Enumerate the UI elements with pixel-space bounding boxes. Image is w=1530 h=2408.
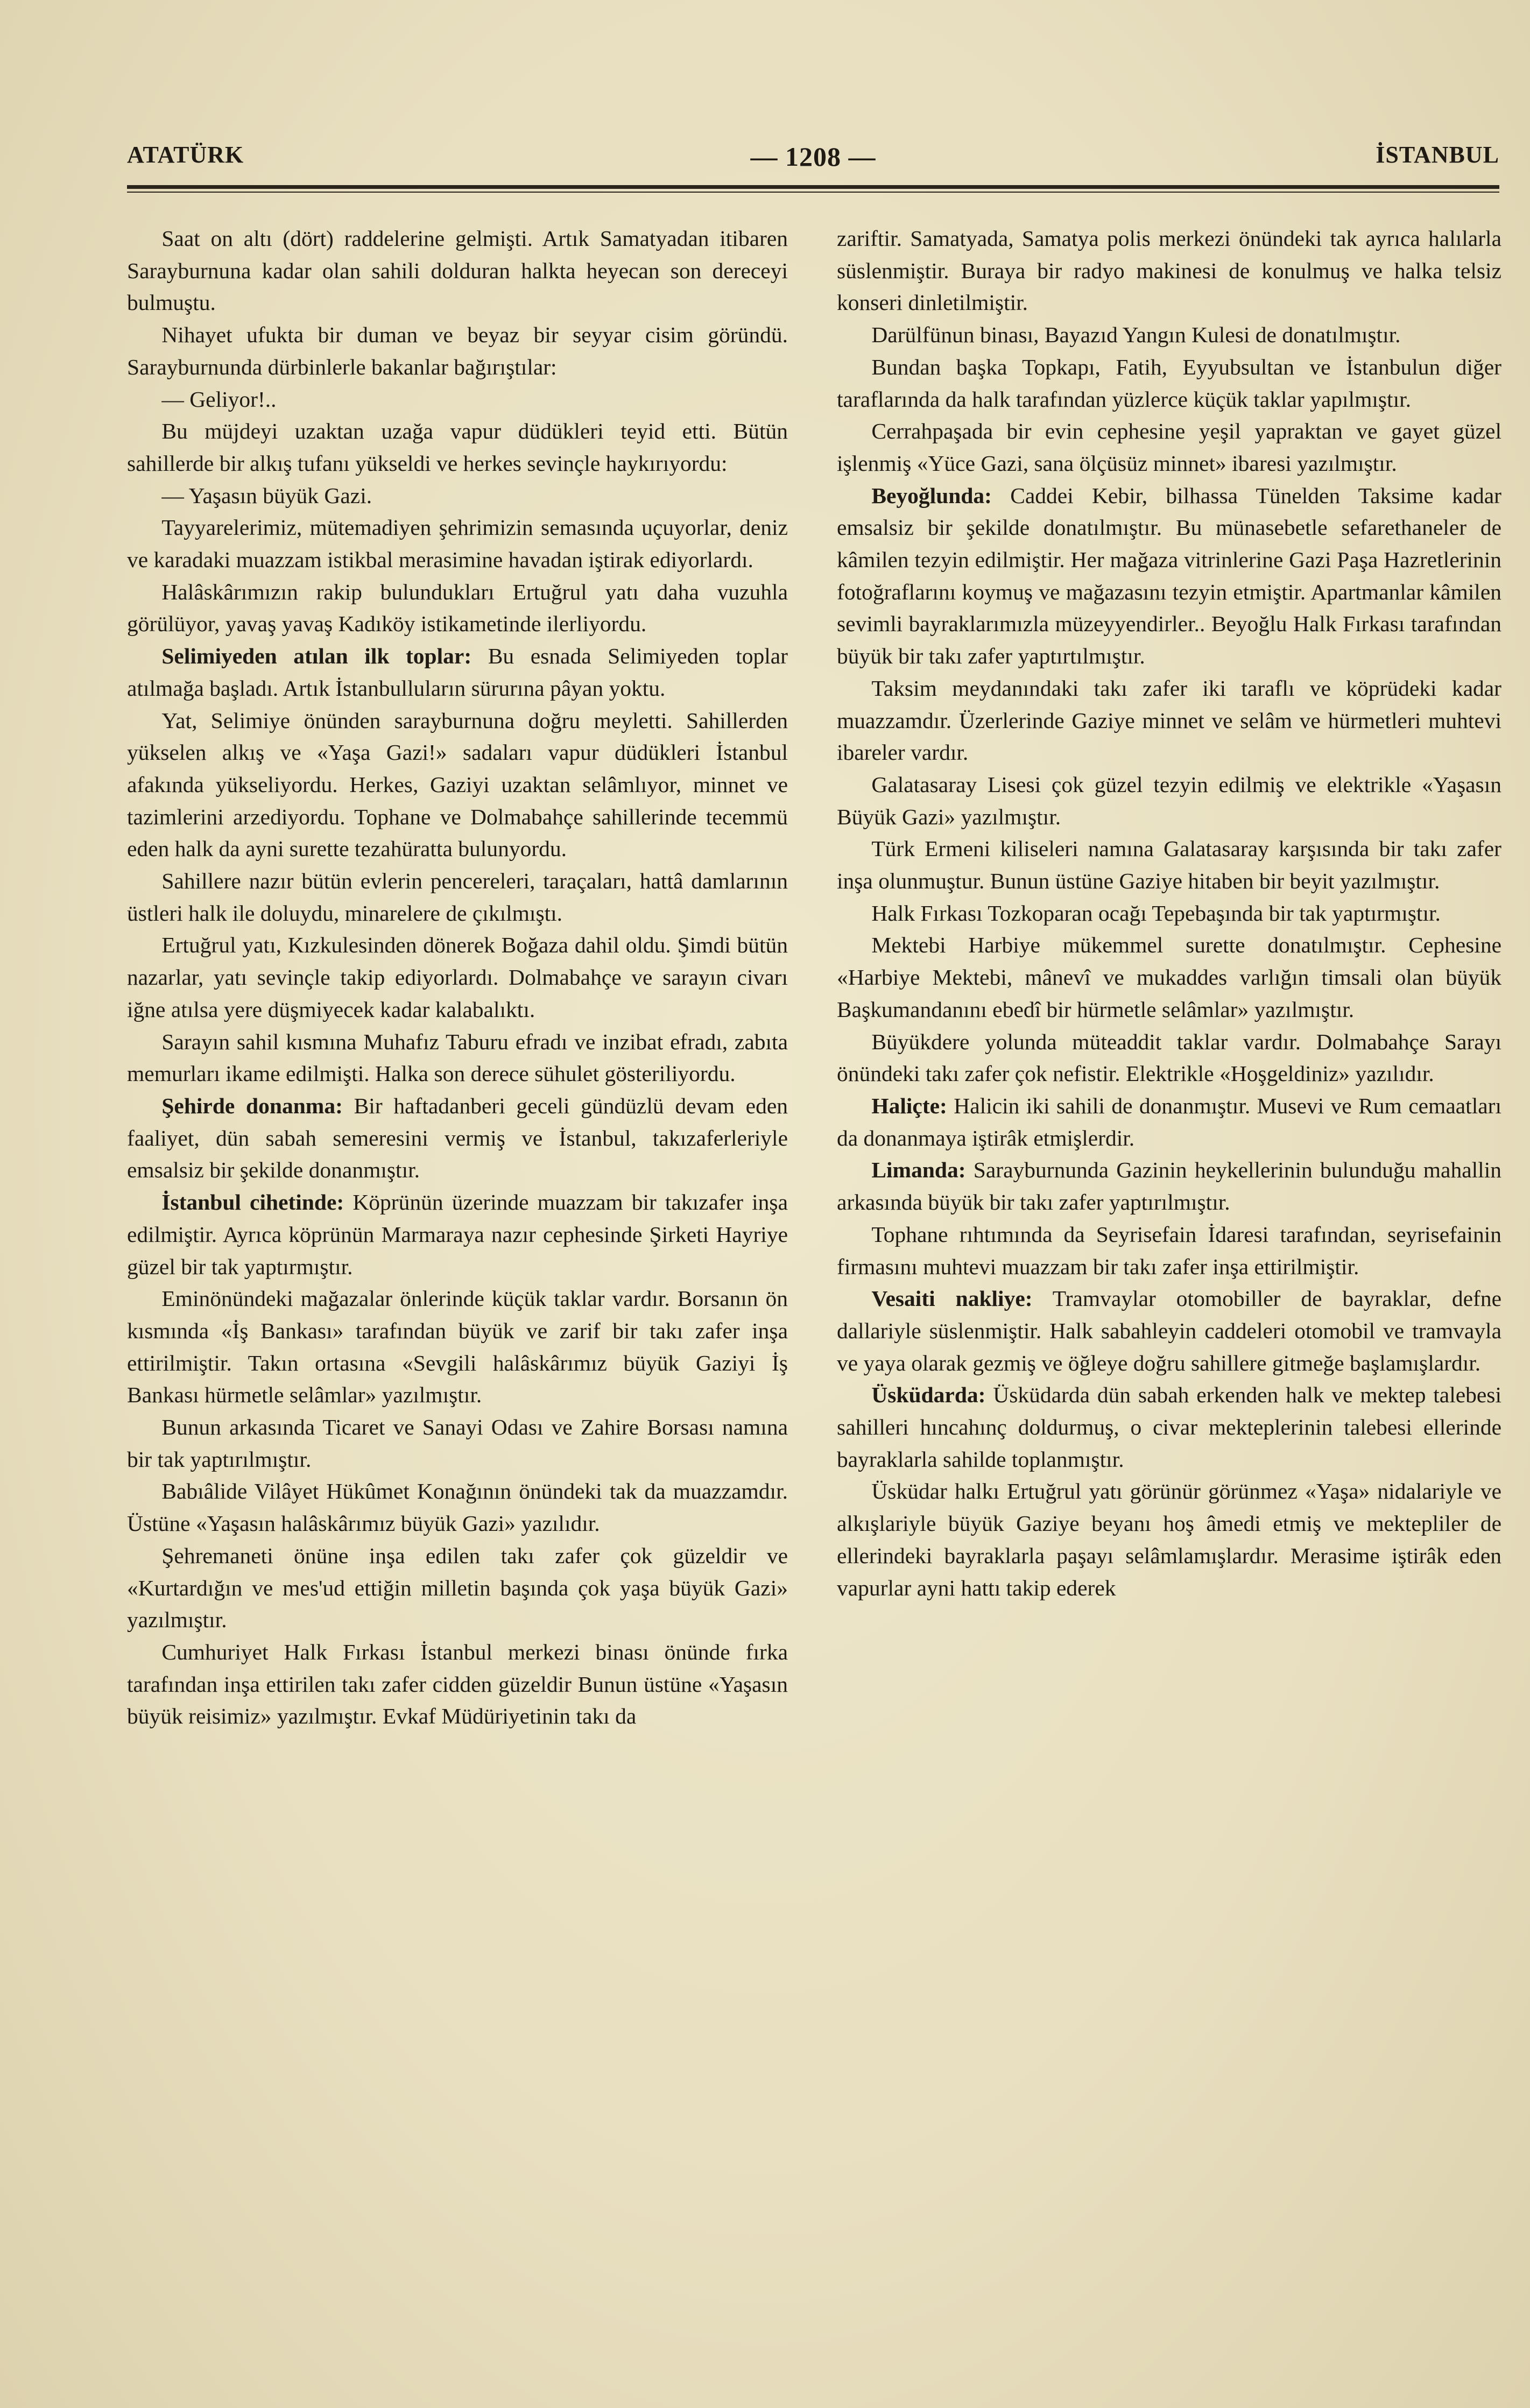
article-paragraph bbox=[127, 415, 788, 479]
paragraph-text: Üsküdar halkı Ertuğrul yatı görünür görünmez «Yaşa» nidalariyle ve alkışlariyle büyük Gaziye beyanı hoş âmedi etmiş ve mektepliler de ellerindeki bayraklarla paşayı selâmlamışlardır. Merasime iştirâk eden vapurlar ayni hattı takip ederek bbox=[837, 1479, 1501, 1600]
paragraph-text: Ertuğrul yatı, Kızkulesinden dönerek Boğaza dahil oldu. Şimdi bütün nazarlar, yatı sevinçle takip ediyorlardı. Dolmabahçe ve sarayın civarı iğne atılsa yere düşmiyecek kadar kalabalıktı. bbox=[127, 933, 788, 1022]
article-paragraph bbox=[127, 1636, 788, 1733]
article-paragraph bbox=[837, 673, 1501, 769]
header-right: İSTANBUL bbox=[1376, 142, 1499, 168]
paragraph-text: Köprünün üzerinde muazzam bir takızafer inşa edilmiştir. Ayrıca köprünün Marmaraya nazır cephesinde Şirketi Hayriye güzel bir tak yaptırmıştır. bbox=[127, 1190, 788, 1279]
paragraph-text: Tophane rıhtımında da Seyrisefain İdaresi tarafından, seyrisefainin firmasını muhtevi muazzam bir takı zafer inşa ettirilmiştir. bbox=[837, 1221, 1501, 1279]
paragraph-text: — Yaşasın büyük Gazi. bbox=[161, 483, 372, 508]
paragraph-text: Halk Fırkası Tozkoparan ocağı Tepebaşında bir tak yaptırmıştır. bbox=[871, 900, 1441, 926]
paragraph-text: Cumhuriyet Halk Fırkası İstanbul merkezi binası önünde fırka tarafından inşa ettirilen takı zafer cidden güzeldir Bunun üstüne «Yaşasın büyük reisimiz» yazılmıştır. Evkaf Müdüriyetinin takı da bbox=[127, 1639, 788, 1729]
article-paragraph bbox=[837, 833, 1501, 897]
paragraph-text: Tayyarelerimiz, mütemadiyen şehrimizin semasında uçuyorlar, deniz ve karadaki muazzam istikbal merasimine havadan iştirak ediyorlardı. bbox=[127, 515, 788, 573]
paragraph-text: Halâskârımızın rakip bulundukları Ertuğrul yatı daha vuzuhla görülüyor, yavaş yavaş Kadıköy istikametinde ilerliyordu. bbox=[127, 579, 788, 637]
paragraph-text: Babıâlide Vilâyet Hükûmet Konağının önündeki tak da muazzamdır. Üstüne «Yaşasın halâskârımız büyük Gazi» yazılıdır. bbox=[127, 1479, 788, 1536]
article-paragraph bbox=[837, 1475, 1501, 1604]
paragraph-text: Sarayın sahil kısmına Muhafız Taburu efradı ve inzibat efradı, zabıta memurları ikame edilmişti. Halka son derece sühulet gösteriliyordu. bbox=[127, 1029, 788, 1086]
article-paragraph bbox=[837, 223, 1501, 319]
paragraph-text: Türk Ermeni kiliseleri namına Galatasaray karşısında bir takı zafer inşa olunmuştur. Bunun üstüne Gaziye hitaben bir beyit yazılmıştır. bbox=[837, 836, 1501, 894]
article-paragraph bbox=[127, 929, 788, 1026]
paragraph-text: Darülfünun binası, Bayazıd Yangın Kulesi de donatılmıştır. bbox=[871, 322, 1401, 348]
article-paragraph bbox=[127, 705, 788, 866]
article-paragraph bbox=[127, 384, 788, 416]
paragraph-text: Bu esnada Selimiyeden toplar atılmağa başladı. Artık İstanbulluların sürurına pâyan yoktu. bbox=[127, 644, 788, 701]
paragraph-heading: Beyoğlunda: bbox=[871, 483, 992, 508]
article-paragraph bbox=[127, 1475, 788, 1540]
article-paragraph bbox=[837, 415, 1501, 479]
paragraph-text: zariftir. Samatyada, Samatya polis merkezi önündeki tak ayrıca halılarla süslenmiştir. Buraya bir radyo makinesi de konulmuş ve halka telsiz konseri dinletilmiştir. bbox=[837, 226, 1501, 315]
article-paragraph bbox=[837, 480, 1501, 673]
paragraph-text: Üsküdarda dün sabah erkenden halk ve mektep talebesi sahilleri hıncahınç doldurmuş, o civar mekteplerinin talebesi ellerinde bayraklarla sahilde toplanmıştır. bbox=[837, 1382, 1501, 1472]
article-paragraph bbox=[127, 319, 788, 383]
paragraph-heading: Limanda: bbox=[871, 1157, 966, 1183]
article-paragraph bbox=[127, 1283, 788, 1411]
article-paragraph bbox=[127, 1090, 788, 1187]
article-paragraph bbox=[127, 512, 788, 576]
article-paragraph bbox=[127, 865, 788, 929]
paragraph-text: Büyükdere yolunda müteaddit taklar vardır. Dolmabahçe Sarayı önündeki takı zafer çok nefistir. Elektrikle «Hoşgeldiniz» yazılıdır. bbox=[837, 1029, 1501, 1086]
article-paragraph bbox=[837, 319, 1501, 351]
article-paragraph bbox=[837, 351, 1501, 415]
header-rule-thin bbox=[127, 192, 1499, 193]
article-paragraph bbox=[127, 640, 788, 704]
paragraph-text: Cerrahpaşada bir evin cephesine yeşil yapraktan ve gayet güzel işlenmiş «Yüce Gazi, sana ölçüsüz minnet» ibaresi yazılmıştır. bbox=[837, 419, 1501, 476]
paragraph-text: Sarayburnunda Gazinin heykellerinin bulunduğu mahallin arkasında büyük bir takı zafer yaptırılmıştır. bbox=[837, 1157, 1501, 1215]
article-paragraph bbox=[837, 1090, 1501, 1154]
article-paragraph bbox=[837, 1379, 1501, 1475]
paragraph-text: Sahillere nazır bütün evlerin pencereleri, taraçaları, hattâ damlarının üstleri halk ile doluydu, minarelere de çıkılmıştı. bbox=[127, 868, 788, 926]
paragraph-text: Yat, Selimiye önünden sarayburnuna doğru meyletti. Sahillerden yükselen alkış ve «Yaşa Gazi!» sadaları vapur düdükleri İstanbul afakında yükseliyordu. Herkes, Gaziyi uzaktan selâmlıyor, minnet ve tazimlerini arzediyordu. Tophane ve Dolmabahçe sahillerinde tecemmü eden halk da ayni surette tezahüratta bulunyordu. bbox=[127, 708, 788, 861]
paragraph-text: Bir haftadanberi geceli gündüzlü devam eden faaliyet, dün sabah semeresini vermiş ve İstanbul, takızaferleriyle emsalsiz bir şekilde donanmıştır. bbox=[127, 1093, 788, 1183]
paragraph-text: Eminönündeki mağazalar önlerinde küçük taklar vardır. Borsanın ön kısmında «İş Bankası» tarafından büyük ve zarif bir takı zafer inşa ettirilmiştir. Takın ortasına «Sevgili halâskârımız büyük Gaziyi İş Bankası hürmetle selâmlar» yazılmıştır. bbox=[127, 1286, 788, 1408]
article-paragraph bbox=[127, 1026, 788, 1090]
paragraph-text: Mektebi Harbiye mükemmel surette donatılmıştır. Cephesine «Harbiye Mektebi, mânevî ve mukaddes varlığın timsali olan büyük Başkumandanını ebedî bir hürmetle selâmlar» yazılmıştır. bbox=[837, 933, 1501, 1022]
paragraph-heading: Vesaiti nakliye: bbox=[871, 1286, 1033, 1311]
paragraph-text: Şehremaneti önüne inşa edilen takı zafer çok güzeldir ve «Kurtardığın ve mes'ud ettiğin milletin başında çok yaşa büyük Gazi» yazılmıştır. bbox=[127, 1543, 788, 1633]
paragraph-text: Bundan başka Topkapı, Fatih, Eyyubsultan ve İstanbulun diğer taraflarında da halk tarafından yüzlerce küçük taklar yapılmıştır. bbox=[837, 354, 1501, 412]
paragraph-heading: Şehirde donanma: bbox=[161, 1093, 343, 1118]
article-paragraph bbox=[127, 1411, 788, 1475]
article-paragraph bbox=[837, 1283, 1501, 1379]
paragraph-text: — Geliyor!.. bbox=[161, 386, 277, 412]
paragraph-heading: Haliçte: bbox=[871, 1093, 947, 1118]
article-paragraph bbox=[127, 480, 788, 512]
article-paragraph bbox=[837, 769, 1501, 833]
header-rule-thick bbox=[127, 185, 1499, 189]
page-header bbox=[127, 141, 1499, 173]
paragraph-text: Tramvaylar otomobiller de bayraklar, defne dallariyle süslenmiştir. Halk sabahleyin caddeleri otomobil ve tramvayla ve yaya olarak gezmiş ve öğleye doğru sahillere gitmeğe başlamışlardır. bbox=[837, 1286, 1501, 1375]
paragraph-text: Bu müjdeyi uzaktan uzağa vapur düdükleri teyid etti. Bütün sahillerde bir alkış tufanı yükseldi ve herkes sevinçle haykırıyordu: bbox=[127, 419, 788, 476]
right-column bbox=[837, 223, 1501, 2321]
paragraph-text: Taksim meydanındaki takı zafer iki taraflı ve köprüdeki kadar muazzamdır. Üzerlerinde Gaziye minnet ve selâm ve hürmetleri muhtevi ibareler vardır. bbox=[837, 675, 1501, 765]
left-column bbox=[127, 223, 788, 2321]
article-paragraph bbox=[837, 1219, 1501, 1283]
paragraph-heading: Üsküdarda: bbox=[871, 1382, 986, 1408]
paragraph-text: Halicin iki sahili de donanmıştır. Musevi ve Rum cemaatları da donanmaya iştirâk etmişlerdir. bbox=[837, 1093, 1501, 1150]
page-number: — 1208 — bbox=[750, 142, 876, 172]
paragraph-text: Caddei Kebir, bilhassa Tünelden Taksime kadar emsalsiz bir şekilde donatılmıştır. Bu münasebetle sefarethaneler de kâmilen tezyin edilmiştir. Her mağaza vitrinlerine Gazi Paşa Hazretlerinin fotoğraflarını koymuş ve mağazasını tezyin etmiştir. Apartmanlar kâmilen sevimli bayraklarımızla müzeyyendirler.. Beyoğlu Halk Fırkası tarafından büyük bir takı zafer yaptırtılmıştır. bbox=[837, 483, 1501, 669]
article-paragraph bbox=[127, 576, 788, 640]
paragraph-heading: Selimiyeden atılan ilk toplar: bbox=[161, 644, 472, 669]
article-paragraph bbox=[127, 1540, 788, 1636]
paragraph-text: Saat on altı (dört) raddelerine gelmişti. Artık Samatyadan itibaren Sarayburnuna kadar olan sahili dolduran halkta heyecan son dereceyi bulmuştu. bbox=[127, 226, 788, 315]
paragraph-text: Galatasaray Lisesi çok güzel tezyin edilmiş ve elektrikle «Yaşasın Büyük Gazi» yazılmıştır. bbox=[837, 772, 1501, 829]
article-paragraph bbox=[127, 1187, 788, 1283]
article-paragraph bbox=[837, 898, 1501, 930]
article-paragraph bbox=[127, 223, 788, 319]
header-left: ATATÜRK bbox=[127, 142, 244, 168]
paragraph-text: Nihayet ufukta bir duman ve beyaz bir seyyar cisim göründü. Sarayburnunda dürbinlerle bakanlar bağırıştılar: bbox=[127, 322, 788, 379]
paragraph-heading: İstanbul cihetinde: bbox=[161, 1190, 344, 1215]
article-paragraph bbox=[837, 929, 1501, 1026]
article-paragraph bbox=[837, 1154, 1501, 1218]
article-paragraph bbox=[837, 1026, 1501, 1090]
paragraph-text: Bunun arkasında Ticaret ve Sanayi Odası ve Zahire Borsası namına bir tak yaptırılmıştır. bbox=[127, 1415, 788, 1472]
